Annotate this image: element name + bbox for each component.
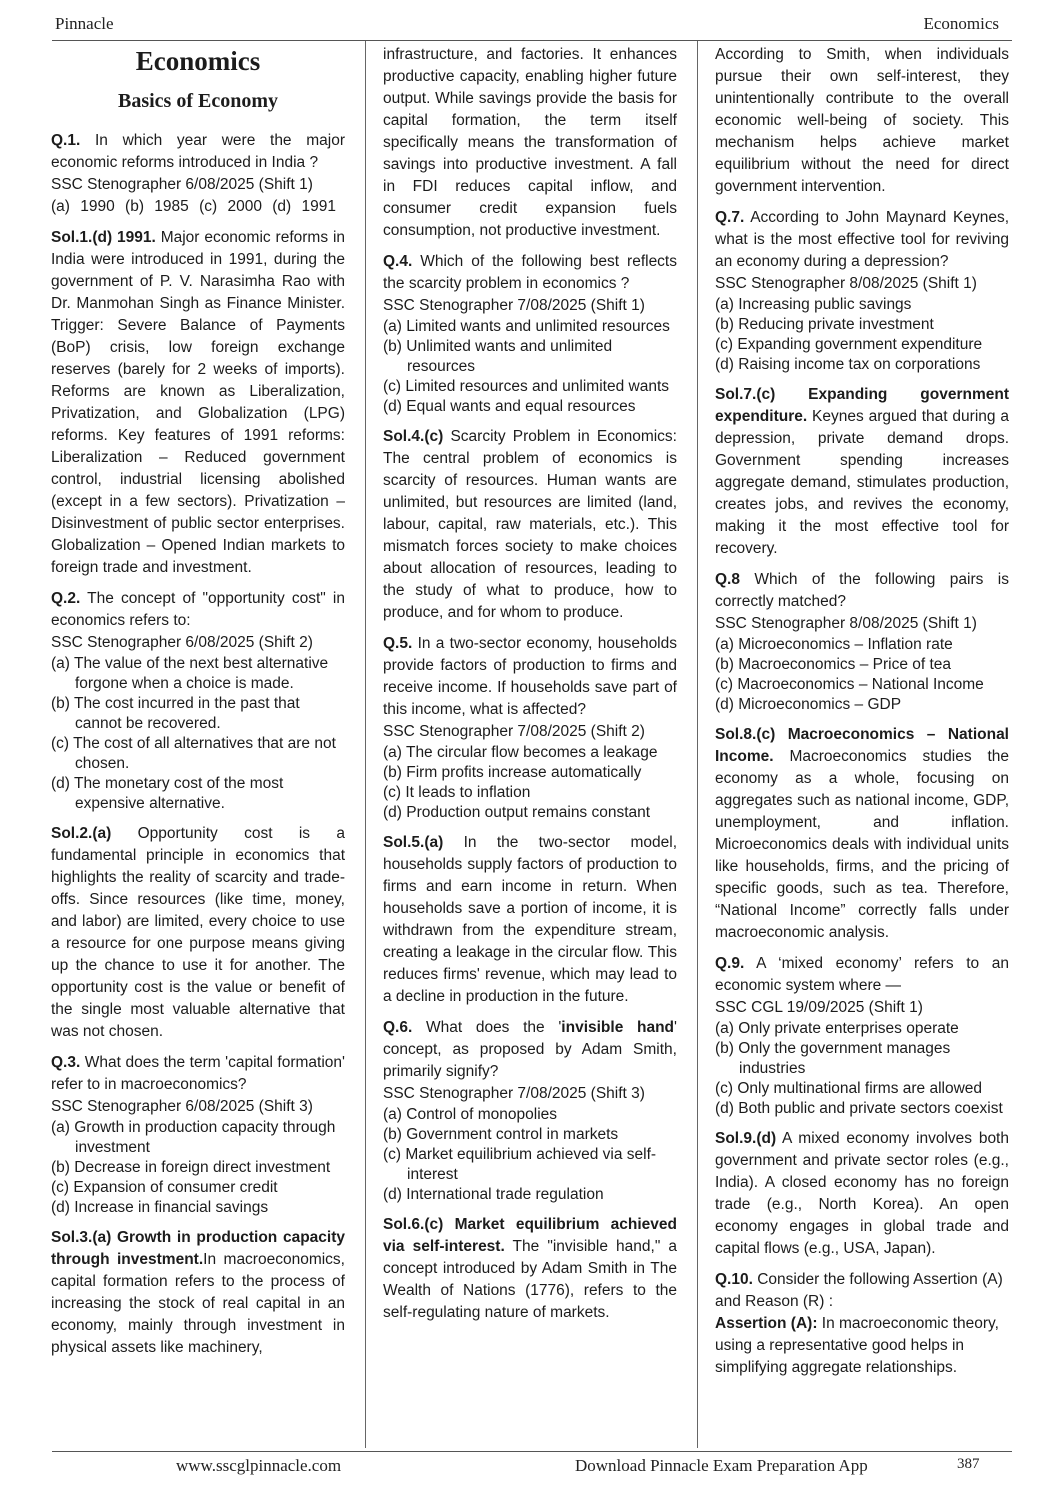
solution-text: infrastructure, and factories. It enhances productive capacity, enabling higher future output. While savings provide the basis for capital formation, the term itself specifically means the transformation of savings into productive investment. A fall in FDI reduces capital inflow, and consumer credit expansion fuels consumption, not productive investment.	[383, 46, 677, 239]
solution-heading: Sol.9.(d)	[715, 1130, 777, 1147]
solution-heading: Sol.8.(c) Macroeconomics – National Income.	[715, 726, 1009, 765]
column-2	[383, 44, 677, 1333]
question-text: A ‘mixed economy’ refers to an economic system where —	[715, 955, 1009, 994]
question-1	[51, 130, 345, 218]
question-6	[383, 1017, 677, 1205]
column-divider	[697, 41, 698, 1448]
solution-6-continued	[715, 44, 1009, 198]
option-a: (a) Growth in production capacity through investment	[51, 1119, 336, 1156]
solution-text: According to Smith, when individuals pursue their own self-interest, they unintentionally contribute to the overall economic well-being of society. This mechanism helps achieve market equilibrium without the need for direct government intervention.	[715, 46, 1009, 195]
question-text: ' concept, as proposed by Adam Smith, primarily signify?	[383, 1019, 677, 1080]
solution-text: Macroeconomics studies the economy as a whole, focusing on aggregates such as national income, GDP, unemployment, and inflation. Microeconomics deals with individual units like households, firms, and the pricing of specific goods, such as tea. Therefore, “National Income” correctly falls under macroeconomic analysis.	[715, 748, 1009, 941]
question-number: Q.5.	[383, 635, 413, 652]
solution-text: Scarcity Problem in Economics: The central problem of economics is scarcity of resources. Human wants are unlimited, but resources are limited (land, labour, capital, raw materials, etc.). This mismatch forces society to make choices about allocation of resources, leading to the study of what to produce, how to produce, and for whom to produce.	[383, 428, 677, 621]
solution-6	[383, 1214, 677, 1324]
question-source: SSC Stenographer 7/08/2025 (Shift 3)	[383, 1085, 645, 1102]
option-b: (b) Firm profits increase automatically	[383, 764, 642, 781]
option-b: (b) Only the government manages industries	[715, 1040, 951, 1077]
solution-2	[51, 823, 345, 1043]
footer-app-promo: Download Pinnacle Exam Preparation App	[575, 1456, 868, 1475]
option-d: (d) International trade regulation	[383, 1186, 604, 1203]
option-c: (c) Expansion of consumer credit	[51, 1179, 278, 1196]
question-number: Q.1.	[51, 132, 81, 149]
option-a: (a) Microeconomics – Inflation rate	[715, 636, 953, 653]
solution-text: The "invisible hand," a concept introduced by Adam Smith in The Wealth of Nations (1776), refers to the self-regulating nature of markets.	[383, 1238, 677, 1321]
solution-heading: Sol.4.(c)	[383, 428, 444, 445]
assertion-label: Assertion (A):	[715, 1315, 818, 1332]
solution-5	[383, 832, 677, 1008]
question-text: Which of the following pairs is correctly matched?	[715, 571, 1009, 610]
question-number: Q.10.	[715, 1271, 753, 1288]
question-number: Q.9.	[715, 955, 745, 972]
page-number: 387	[957, 1456, 980, 1472]
solution-4	[383, 426, 677, 624]
option-a: (a) The value of the next best alternative forgone when a choice is made.	[51, 655, 329, 692]
question-number: Q.7.	[715, 209, 745, 226]
option-d: (d) Microeconomics – GDP	[715, 696, 902, 713]
option-b: (b) Reducing private investment	[715, 316, 934, 333]
solution-heading: Sol.2.(a)	[51, 825, 112, 842]
option-c: (c) Macroeconomics – National Income	[715, 676, 984, 693]
question-2	[51, 588, 345, 814]
question-8	[715, 569, 1009, 715]
question-number: Q.8	[715, 571, 740, 588]
question-text: What does the term 'capital formation' refer to in macroeconomics?	[51, 1054, 345, 1093]
question-10	[715, 1269, 1009, 1379]
solution-7	[715, 384, 1009, 560]
solution-text: Opportunity cost is a fundamental principle in economics that highlights the reality of scarcity and trade-offs. Since resources (like time, money, and labor) are limited, every choice to use a resource for one purpose means giving up the chance to use it for another. The opportunity cost is the value or benefit of the single most valuable alternative that was not chosen.	[51, 825, 345, 1040]
header-subject: Economics	[923, 14, 999, 33]
column-3	[715, 44, 1009, 1388]
page-title: Economics	[135, 46, 261, 76]
option-c: (c) Only multinational firms are allowed	[715, 1080, 983, 1097]
option-a: (a) Control of monopolies	[383, 1106, 558, 1123]
column-divider	[365, 41, 366, 1448]
question-4	[383, 251, 677, 417]
question-7	[715, 207, 1009, 375]
option-d: (d) Equal wants and equal resources	[383, 398, 636, 415]
question-5	[383, 633, 677, 823]
question-options: (a) 1990 (b) 1985 (c) 2000 (d) 1991	[51, 198, 336, 215]
option-d: (d) Production output remains constant	[383, 804, 651, 821]
solution-text: Major economic reforms in India were introduced in 1991, during the government of P. V. Narasimha Rao with Dr. Manmohan Singh as Finance Minister. Trigger: Severe Balance of Payments (BoP) crisis, low foreign exchange reserves (barely for 2 weeks of imports). Reforms are known as Liberalization, Privatization, and Globalization (LPG) reforms. Key features of 1991 reforms: Liberalization – Reduced government control, industrial licensing abolished (except in a few sectors). Privatization – Disinvestment of public sector enterprises. Globalization – Opened Indian markets to foreign trade and investment.	[51, 229, 346, 576]
option-a: (a) Only private enterprises operate	[715, 1020, 959, 1037]
solution-heading: Sol.1.(d) 1991.	[51, 229, 156, 246]
option-a: (a) Increasing public savings	[715, 296, 912, 313]
solution-heading: Sol.3.(a) Growth in production capacity through investment.	[51, 1229, 345, 1268]
option-b: (b) Macroeconomics – Price of tea	[715, 656, 952, 673]
option-c: (c) The cost of all alternatives that are not chosen.	[51, 735, 336, 772]
question-3	[51, 1052, 345, 1218]
solution-heading: Sol.7.(c) Expanding government expenditure.	[715, 386, 1009, 425]
question-source: SSC CGL 19/09/2025 (Shift 1)	[715, 999, 923, 1016]
option-b: (b) The cost incurred in the past that cannot be recovered.	[51, 695, 300, 732]
question-text: In which year were the major economic reforms introduced in India ?	[51, 132, 345, 171]
solution-text: Keynes argued that during a depression, private demand drops. Government spending increases aggregate demand, stimulates production, creates jobs, and revives the economy, making it the most effective tool for recovery.	[715, 408, 1009, 557]
option-c: (c) Expanding government expenditure	[715, 336, 983, 353]
question-source: SSC Stenographer 6/08/2025 (Shift 1)	[51, 176, 313, 193]
assertion-text: In macroeconomic theory, using a representative good helps in simplifying aggregate relationships.	[715, 1315, 999, 1376]
solution-text: A mixed economy involves both government and private sector roles (e.g., India). A closed economy has no foreign trade (e.g., North Korea). An open economy engages in global trade and capital flows (e.g., USA, Japan).	[715, 1130, 1009, 1257]
option-b: (b) Decrease in foreign direct investment	[51, 1159, 331, 1176]
solution-text: In the two-sector model, households supply factors of production to firms and earn income in return. When households save a portion of income, it is withdrawn from the expenditure stream, creating a leakage in the circular flow. This reduces firms' revenue, which may lead to a decline in production in the future.	[383, 834, 677, 1005]
solution-3-continued	[383, 44, 677, 242]
option-c: (c) Limited resources and unlimited wants	[383, 378, 670, 395]
solution-1	[51, 227, 345, 579]
column-1	[51, 44, 345, 1368]
option-d: (d) Both public and private sectors coexist	[715, 1100, 1003, 1117]
solution-text: In macroeconomics, capital formation refers to the process of increasing the stock of real capital in an economy, mainly through investment in physical assets like machinery,	[51, 1251, 345, 1356]
solution-heading: Sol.6.(c) Market equilibrium achieved via self-interest.	[383, 1216, 677, 1255]
option-d: (d) Increase in financial savings	[51, 1199, 269, 1216]
solution-3	[51, 1227, 345, 1359]
option-d: (d) Raising income tax on corporations	[715, 356, 981, 373]
option-c: (c) It leads to inflation	[383, 784, 531, 801]
option-a: (a) Limited wants and unlimited resources	[383, 318, 670, 335]
option-d: (d) The monetary cost of the most expensive alternative.	[51, 775, 284, 812]
question-source: SSC Stenographer 8/08/2025 (Shift 1)	[715, 615, 977, 632]
question-text: What does the '	[412, 1019, 562, 1036]
question-number: Q.6.	[383, 1019, 413, 1036]
question-source: SSC Stenographer 6/08/2025 (Shift 3)	[51, 1098, 313, 1115]
question-source: SSC Stenographer 7/08/2025 (Shift 2)	[383, 723, 645, 740]
header-publisher: Pinnacle	[55, 14, 114, 33]
question-text: In a two-sector economy, households provide factors of production to firms and receive income. If households save part of this income, what is affected?	[383, 635, 677, 718]
option-b: (b) Unlimited wants and unlimited resources	[383, 338, 613, 375]
question-number: Q.3.	[51, 1054, 81, 1071]
question-number: Q.2.	[51, 590, 81, 607]
question-source: SSC Stenographer 7/08/2025 (Shift 1)	[383, 297, 645, 314]
solution-heading: Sol.5.(a)	[383, 834, 444, 851]
option-c: (c) Market equilibrium achieved via self-interest	[383, 1146, 657, 1183]
footer-divider	[52, 1451, 1012, 1452]
solution-8	[715, 724, 1009, 944]
question-source: SSC Stenographer 6/08/2025 (Shift 2)	[51, 634, 313, 651]
footer-website: www.sscglpinnacle.com	[176, 1456, 342, 1475]
option-b: (b) Government control in markets	[383, 1126, 619, 1143]
question-text: According to John Maynard Keynes, what is the most effective tool for reviving an economy during a depression?	[715, 209, 1009, 270]
header-divider	[52, 40, 1012, 41]
question-text: Consider the following Assertion (A) and Reason (R) :	[715, 1271, 1003, 1310]
question-keyword: invisible hand	[561, 1019, 675, 1036]
section-title: Basics of Economy	[118, 90, 278, 112]
question-number: Q.4.	[383, 253, 413, 270]
question-text: The concept of "opportunity cost" in economics refers to:	[51, 590, 345, 629]
option-a: (a) The circular flow becomes a leakage	[383, 744, 658, 761]
solution-9	[715, 1128, 1009, 1260]
question-source: SSC Stenographer 8/08/2025 (Shift 1)	[715, 275, 977, 292]
question-9	[715, 953, 1009, 1119]
question-text: Which of the following best reflects the scarcity problem in economics ?	[383, 253, 677, 292]
